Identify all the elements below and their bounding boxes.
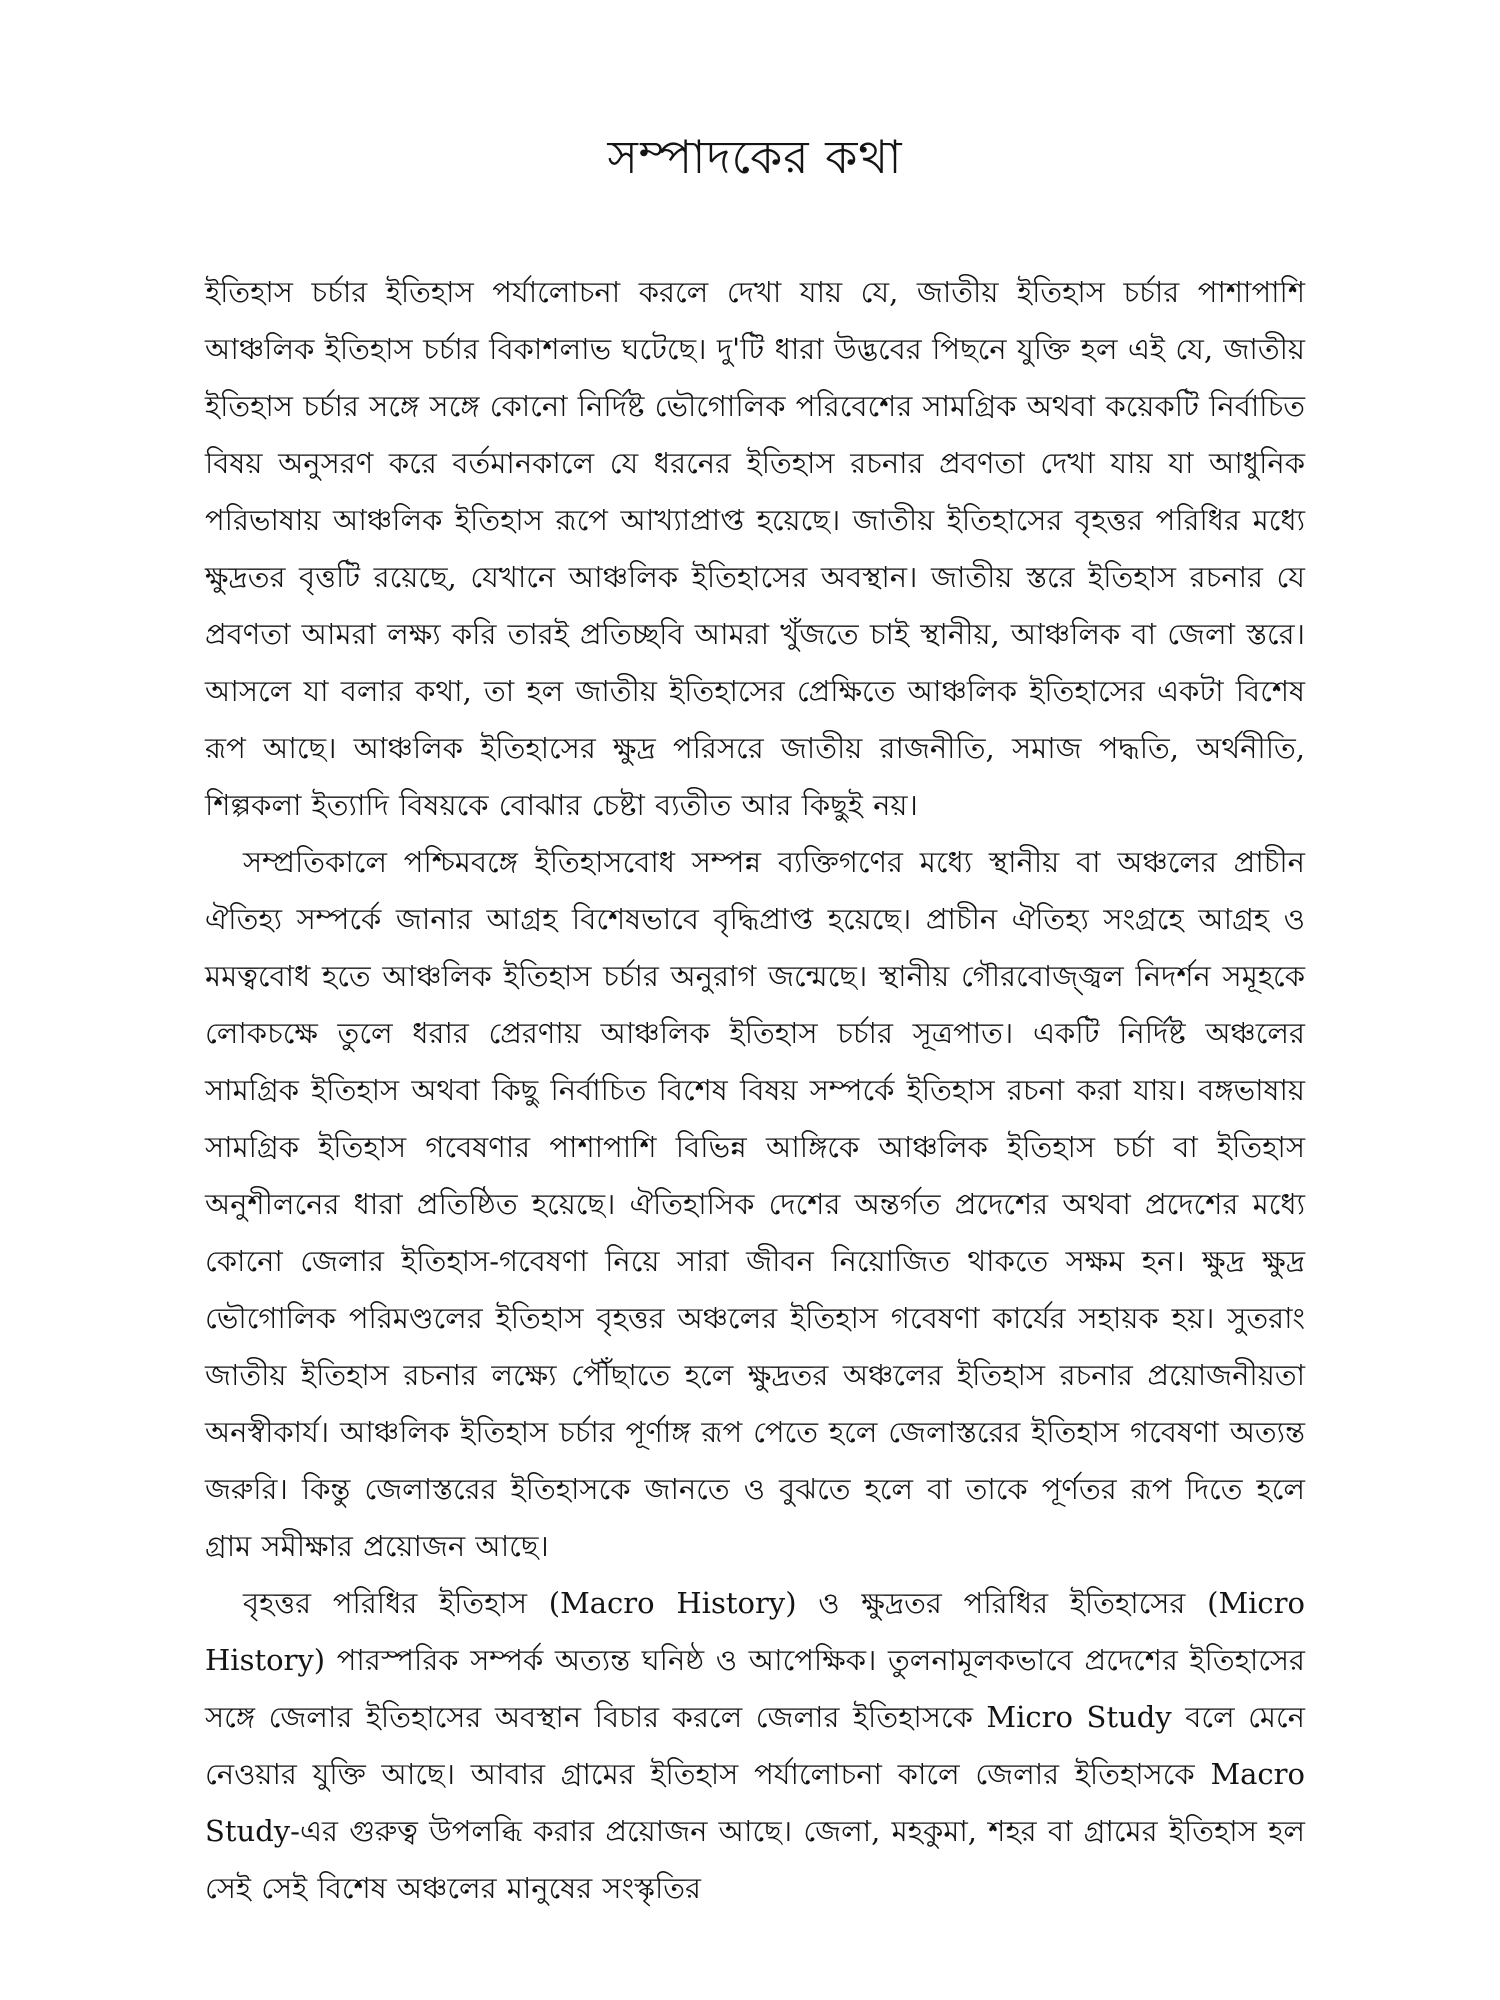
page-title: সম্পাদকের কথা [607, 130, 903, 184]
body-text [205, 264, 1305, 1917]
paragraph-3: বৃহত্তর পরিধির ইতিহাস (Macro History) ও ক্ষুদ্রতর পরিধির ইতিহাসের (Micro History) পারস্পরিক সম্পর্ক অত্যন্ত ঘনিষ্ঠ ও আপেক্ষিক। তুলনামূলকভাবে প্রদেশের ইতিহাসের সঙ্গে জেলার ইতিহাসের অবস্থান বিচার করলে জেলার ইতিহাসকে Micro Study বলে মেনে নেওয়ার যুক্তি আছে। আবার গ্রামের ইতিহাস পর্যালোচনা কালে জেলার ইতিহাসকে Macro Study-এর গুরুত্ব উপলব্ধি করার প্রয়োজন আছে। জেলা, মহকুমা, শহর বা গ্রামের ইতিহাস হল সেই সেই বিশেষ অঞ্চলের মানুষের সংস্কৃতির [205, 1586, 1305, 1905]
paragraph-1: ইতিহাস চর্চার ইতিহাস পর্যালোচনা করলে দেখা যায় যে, জাতীয় ইতিহাস চর্চার পাশাপাশি আঞ্চলিক ইতিহাস চর্চার বিকাশলাভ ঘটেছে। দু'টি ধারা উদ্ভবের পিছনে যুক্তি হল এই যে, জাতীয় ইতিহাস চর্চার সঙ্গে সঙ্গে কোনো নির্দিষ্ট ভৌগোলিক পরিবেশের সামগ্রিক অথবা কয়েকটি নির্বাচিত বিষয় অনুসরণ করে বর্তমানকালে যে ধরনের ইতিহাস রচনার প্রবণতা দেখা যায় যা আধুনিক পরিভাষায় আঞ্চলিক ইতিহাস রূপে আখ্যাপ্রাপ্ত হয়েছে। জাতীয় ইতিহাসের বৃহত্তর পরিধির মধ্যে ক্ষুদ্রতর বৃত্তটি রয়েছে, যেখানে আঞ্চলিক ইতিহাসের অবস্থান। জাতীয় স্তরে ইতিহাস রচনার যে প্রবণতা আমরা লক্ষ্য করি তারই প্রতিচ্ছবি আমরা খুঁজতে চাই স্থানীয়, আঞ্চলিক বা জেলা স্তরে। আসলে যা বলার কথা, তা হল জাতীয় ইতিহাসের প্রেক্ষিতে আঞ্চলিক ইতিহাসের একটা বিশেষ রূপ আছে। আঞ্চলিক ইতিহাসের ক্ষুদ্র পরিসরে জাতীয় রাজনীতি, সমাজ পদ্ধতি, অর্থনীতি, শিল্পকলা ইত্যাদি বিষয়কে বোঝার চেষ্টা ব্যতীত আর কিছুই নয়। [205, 275, 1305, 822]
paragraph-2: সম্প্রতিকালে পশ্চিমবঙ্গে ইতিহাসবোধ সম্পন্ন ব্যক্তিগণের মধ্যে স্থানীয় বা অঞ্চলের প্রাচীন ঐতিহ্য সম্পর্কে জানার আগ্রহ বিশেষভাবে বৃদ্ধিপ্রাপ্ত হয়েছে। প্রাচীন ঐতিহ্য সংগ্রহে আগ্রহ ও মমত্ববোধ হতে আঞ্চলিক ইতিহাস চর্চার অনুরাগ জন্মেছে। স্থানীয় গৌরবোজ্জ্বল নিদর্শন সমূহকে লোকচক্ষে তুলে ধরার প্রেরণায় আঞ্চলিক ইতিহাস চর্চার সূত্রপাত। একটি নির্দিষ্ট অঞ্চলের সামগ্রিক ইতিহাস অথবা কিছু নির্বাচিত বিশেষ বিষয় সম্পর্কে ইতিহাস রচনা করা যায়। বঙ্গভাষায় সামগ্রিক ইতিহাস গবেষণার পাশাপাশি বিভিন্ন আঙ্গিকে আঞ্চলিক ইতিহাস চর্চা বা ইতিহাস অনুশীলনের ধারা প্রতিষ্ঠিত হয়েছে। ঐতিহাসিক দেশের অন্তর্গত প্রদেশের অথবা প্রদেশের মধ্যে কোনো জেলার ইতিহাস-গবেষণা নিয়ে সারা জীবন নিয়োজিত থাকতে সক্ষম হন। ক্ষুদ্র ক্ষুদ্র ভৌগোলিক পরিমণ্ডলের ইতিহাস বৃহত্তর অঞ্চলের ইতিহাস গবেষণা কার্যের সহায়ক হয়। সুতরাং জাতীয় ইতিহাস রচনার লক্ষ্যে পৌঁছাতে হলে ক্ষুদ্রতর অঞ্চলের ইতিহাস রচনার প্রয়োজনীয়তা অনস্বীকার্য। আঞ্চলিক ইতিহাস চর্চার পূর্ণাঙ্গ রূপ পেতে হলে জেলাস্তরের ইতিহাস গবেষণা অত্যন্ত জরুরি। কিন্তু জেলাস্তরের ইতিহাসকে জানতে ও বুঝতে হলে বা তাকে পূর্ণতর রূপ দিতে হলে গ্রাম সমীক্ষার প্রয়োজন আছে। [205, 845, 1305, 1563]
